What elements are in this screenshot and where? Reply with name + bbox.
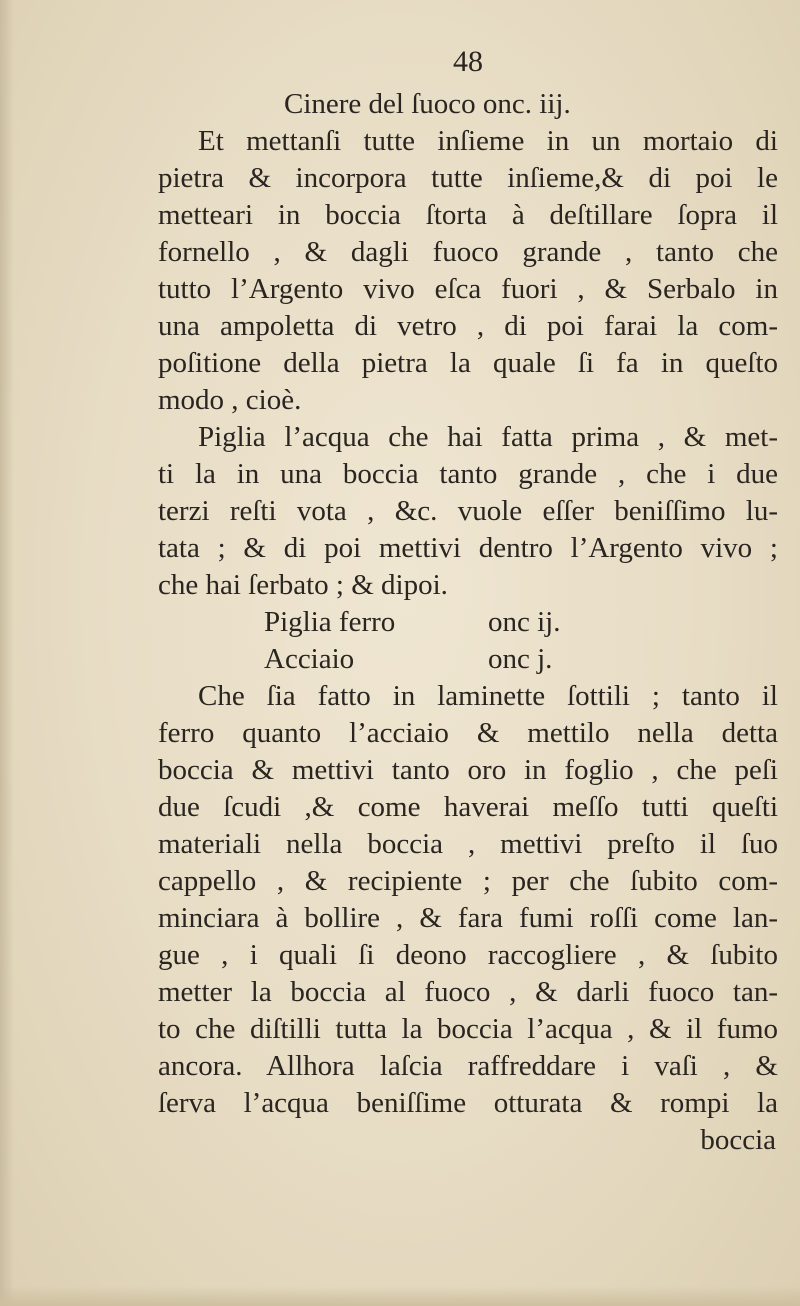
page-edge-shadow-bottom: [0, 1286, 800, 1306]
text-line: poſitione della pietra la quale ſi fa in queſto: [158, 347, 778, 379]
text-line: minciara à bollire , & fara fumi roſſi come lan-: [158, 902, 778, 934]
catchword: boccia: [700, 1124, 776, 1156]
paragraph-3: [158, 678, 778, 1122]
ingredient-row: [158, 604, 778, 641]
ingredient-quantity: onc j.: [488, 643, 553, 675]
page-text-block: [158, 38, 778, 1159]
text-line: che hai ſerbato ; & dipoi.: [158, 569, 448, 601]
text-line: gue , i quali ſi deono raccogliere , & ſubito: [158, 939, 778, 971]
page-number: 48: [453, 45, 483, 78]
page-edge-shadow-left: [0, 0, 14, 1306]
ingredient-name: Piglia ferro: [264, 606, 396, 638]
ingredient-name: Acciaio: [264, 643, 355, 675]
text-line: pietra & incorpora tutte inſieme,& di poi le: [158, 162, 778, 194]
text-line: metter la boccia al fuoco , & darli fuoco tan-: [158, 976, 778, 1008]
text-line: una ampoletta di vetro , di poi farai la com-: [158, 310, 778, 342]
ingredient-list: [158, 604, 778, 678]
ingredient-quantity: onc ij.: [488, 606, 561, 638]
text-line: cappello , & recipiente ; per che ſubito com-: [158, 865, 778, 897]
heading-line: Cinere del ſuoco onc. iij.: [284, 88, 571, 120]
text-line: ferro quanto l’acciaio & mettilo nella detta: [158, 717, 778, 749]
text-line: Et mettanſi tutte inſieme in un mortaio di: [198, 125, 778, 157]
ingredient-row: [158, 641, 778, 678]
text-line: to che diſtilli tutta la boccia l’acqua , & il fumo: [158, 1013, 778, 1045]
paragraph-2: [158, 419, 778, 604]
text-line: modo , cioè.: [158, 384, 302, 416]
text-line: Piglia l’acqua che hai fatta prima , & met-: [198, 421, 778, 453]
paragraph-1: [158, 123, 778, 419]
text-line: tutto l’Argento vivo eſca fuori , & Serbalo in: [158, 273, 778, 305]
text-line: fornello , & dagli fuoco grande , tanto che: [158, 236, 778, 268]
text-line: due ſcudi ,& come haverai meſſo tutti queſti: [158, 791, 778, 823]
text-line: materiali nella boccia , mettivi preſto il ſuo: [158, 828, 778, 860]
text-line: metteari in boccia ſtorta à deſtillare ſopra il: [158, 199, 778, 231]
text-line: tata ; & di poi mettivi dentro l’Argento vivo ;: [158, 532, 778, 564]
text-line: ti la in una boccia tanto grande , che i due: [158, 458, 778, 490]
text-line: ancora. Allhora laſcia raffreddare i vaſi , &: [158, 1050, 778, 1082]
text-line: ſerva l’acqua beniſſime otturata & rompi la: [158, 1087, 778, 1119]
text-line: Che ſia fatto in laminette ſottili ; tanto il: [198, 680, 778, 712]
text-line: terzi reſti vota , &c. vuole eſſer beniſſimo lu-: [158, 495, 778, 527]
text-line: boccia & mettivi tanto oro in foglio , che peſi: [158, 754, 778, 786]
